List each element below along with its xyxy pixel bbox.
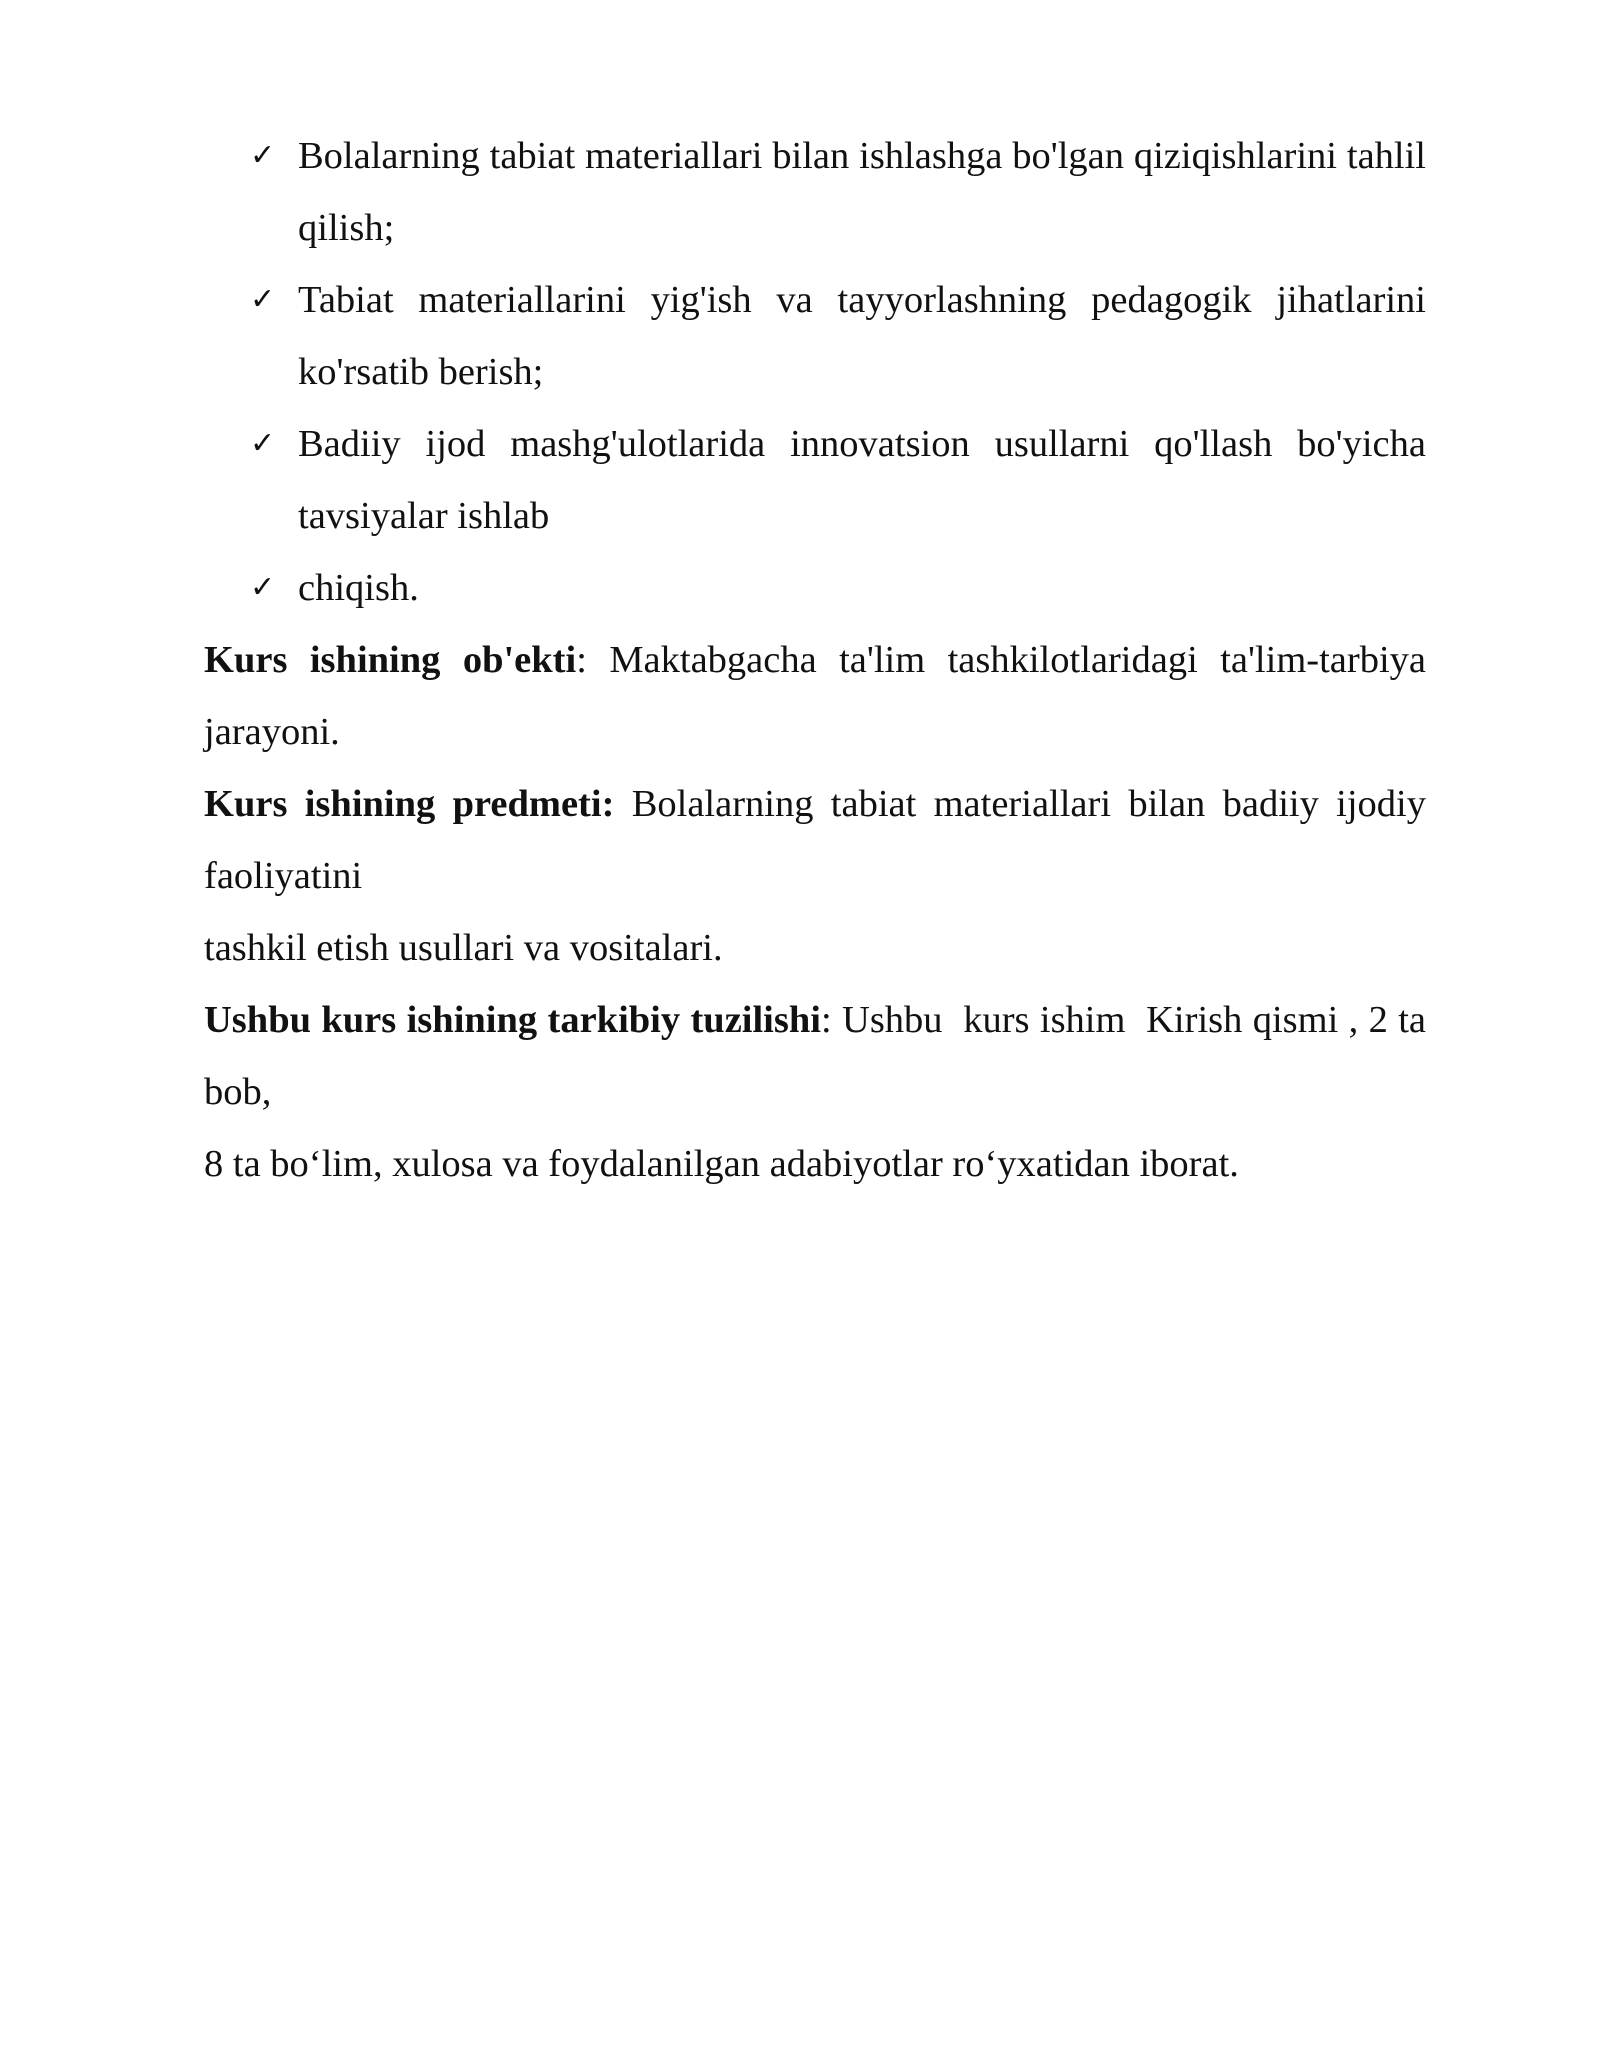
checkmark-icon: ✓ — [250, 426, 276, 461]
subject-paragraph — [204, 768, 1426, 912]
subject-text: Bolalarning tabiat materiallari bilan badiiy ijodiy faoliyatini — [204, 783, 1426, 897]
list-item-text: Badiiy ijod mashg'ulotlarida innovatsion usullarni qo'llash bo'yicha tavsiyalar ishlab — [298, 423, 1426, 537]
list-item-text: Tabiat materiallarini yig'ish va tayyorlashning pedagogik jihatlarini ko'rsatib berish; — [298, 279, 1426, 393]
object-label: Kurs ishining ob'ekti — [204, 639, 577, 681]
structure-label: Ushbu kurs ishining tarkibiy tuzilishi — [204, 999, 821, 1041]
structure-paragraph-continuation — [204, 1128, 1426, 1200]
subject-text-continuation: tashkil etish usullari va vositalari. — [204, 927, 723, 969]
structure-paragraph — [204, 984, 1436, 1128]
subject-paragraph-continuation — [204, 912, 1426, 984]
subject-label: Kurs ishining predmeti: — [204, 783, 615, 825]
checkmark-icon: ✓ — [250, 138, 276, 173]
structure-separator: : — [820, 999, 832, 1041]
checkmark-icon: ✓ — [250, 570, 276, 605]
list-item — [204, 408, 1426, 552]
objectives-list — [204, 120, 1426, 624]
list-item — [204, 552, 1426, 624]
object-separator: : — [576, 639, 587, 681]
document-body — [204, 120, 1436, 1200]
structure-text-continuation: 8 ta bo‘lim, xulosa va foydalanilgan adabiyotlar ro‘yxatidan iborat. — [204, 1143, 1239, 1185]
object-paragraph — [204, 624, 1426, 768]
list-item-text: chiqish. — [298, 567, 419, 609]
list-item — [204, 264, 1426, 408]
list-item — [204, 120, 1426, 264]
list-item-text: Bolalarning tabiat materiallari bilan ishlashga bo'lgan qiziqishlarini tahlil qilish; — [298, 135, 1426, 249]
checkmark-icon: ✓ — [250, 282, 276, 317]
structure-text: Ushbu kurs ishim Kirish qismi , 2 ta bob, — [204, 999, 1436, 1113]
object-text: Maktabgacha ta'lim tashkilotlaridagi ta'lim-tarbiya jarayoni. — [204, 639, 1426, 753]
